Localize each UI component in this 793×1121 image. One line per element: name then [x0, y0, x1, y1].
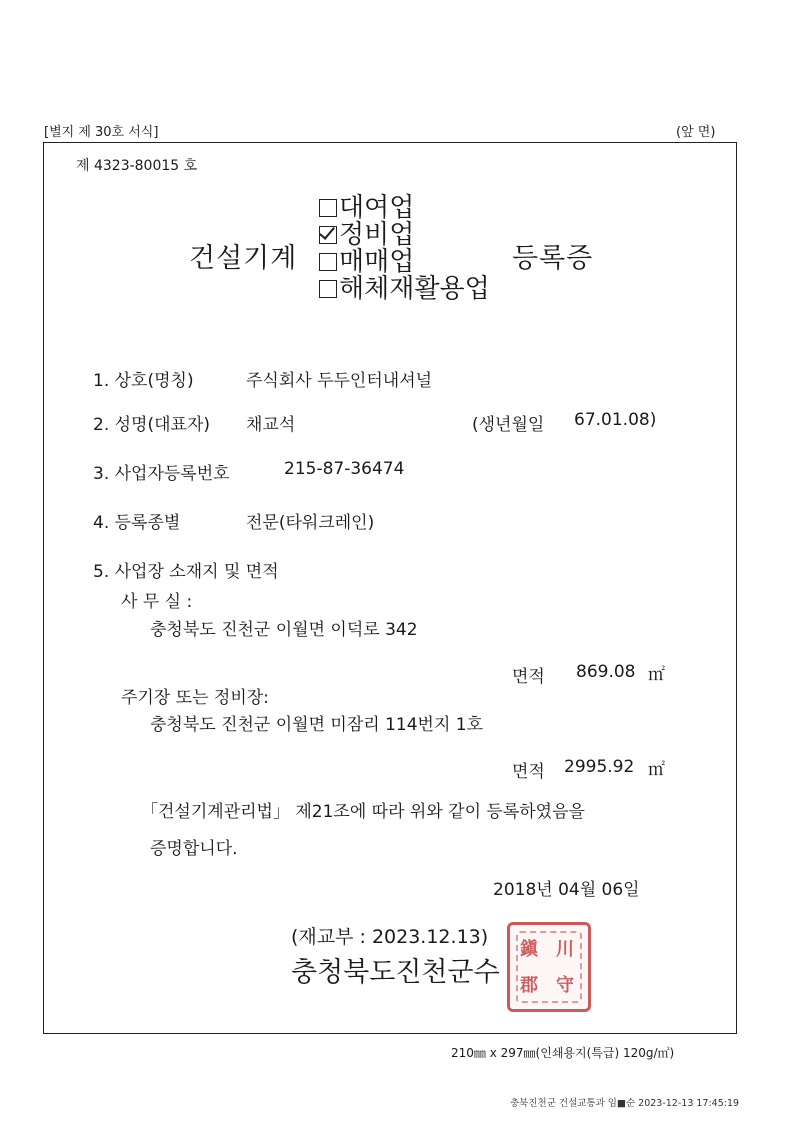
title-right: 등록증 [512, 243, 594, 274]
field-1-value: 주식회사 두두인터내셔널 [246, 371, 433, 391]
paper-spec: 210㎜ x 297㎜(인쇄용지(특급) 120g/㎡) [451, 1046, 675, 1060]
checked-checkbox-icon [319, 226, 337, 244]
seal-glyph: 守 [556, 975, 574, 996]
field-5-label: 5. 사업장 소재지 및 면적 [93, 562, 279, 582]
document-number: 제 4323-80015 호 [76, 158, 198, 174]
field-4-value: 전문(타워크레인) [246, 513, 375, 533]
business-type-options [319, 195, 490, 303]
option-rental: 대여업 [319, 195, 490, 222]
office-area-label: 면적 [512, 667, 545, 687]
birth-label: (생년월일 [472, 415, 545, 435]
option-maintenance: 정비업 [319, 222, 490, 249]
official-seal [507, 922, 591, 1012]
side-label: (앞 면) [676, 125, 716, 140]
field-2-label: 2. 성명(대표자) [93, 415, 210, 435]
checkbox-icon [319, 280, 337, 298]
field-1-label: 1. 상호(명칭) [93, 371, 194, 391]
checkbox-icon [319, 253, 337, 271]
field-3-value: 215-87-36474 [284, 459, 405, 479]
form-label: [별지 제 30호 서식] [44, 125, 159, 140]
office-address: 충청북도 진천군 이월면 이덕로 342 [150, 620, 418, 640]
park-area-value: 2995.92 [564, 757, 635, 777]
field-3-label: 3. 사업자등록번호 [93, 464, 230, 484]
seal-glyph: 鎭 [520, 939, 538, 960]
birth-value: 67.01.08) [574, 410, 657, 430]
park-label: 주기장 또는 정비장: [121, 688, 269, 708]
field-2-value: 채교석 [246, 415, 296, 435]
statement-line-1: 「건설기계관리법」 제21조에 따라 위와 같이 등록하였음을 [141, 802, 585, 822]
print-stamp: 충북진천군 건설교통과 임■순 2023-12-13 17:45:19 [510, 1098, 740, 1109]
statement-line-2: 증명합니다. [150, 839, 238, 859]
park-area-label: 면적 [512, 762, 545, 782]
option-trading: 매매업 [319, 249, 490, 276]
seal-glyph: 川 [556, 939, 574, 960]
park-area-unit: ㎡ [648, 760, 665, 780]
option-dismantling: 해체재활용업 [319, 276, 490, 303]
checkbox-icon [319, 199, 337, 217]
office-area-unit: ㎡ [648, 665, 665, 685]
office-area-value: 869.08 [576, 662, 636, 682]
office-label: 사 무 실 : [121, 592, 193, 612]
seal-glyph: 郡 [520, 975, 538, 996]
title-left: 건설기계 [189, 243, 298, 274]
issuer-name: 충청북도진천군수 [291, 957, 500, 988]
field-4-label: 4. 등록종별 [93, 513, 181, 533]
issue-date: 2018년 04월 06일 [493, 880, 640, 900]
park-address: 충청북도 진천군 이월면 미잠리 114번지 1호 [150, 715, 484, 735]
reissue-note: (재교부 : 2023.12.13) [291, 926, 489, 948]
